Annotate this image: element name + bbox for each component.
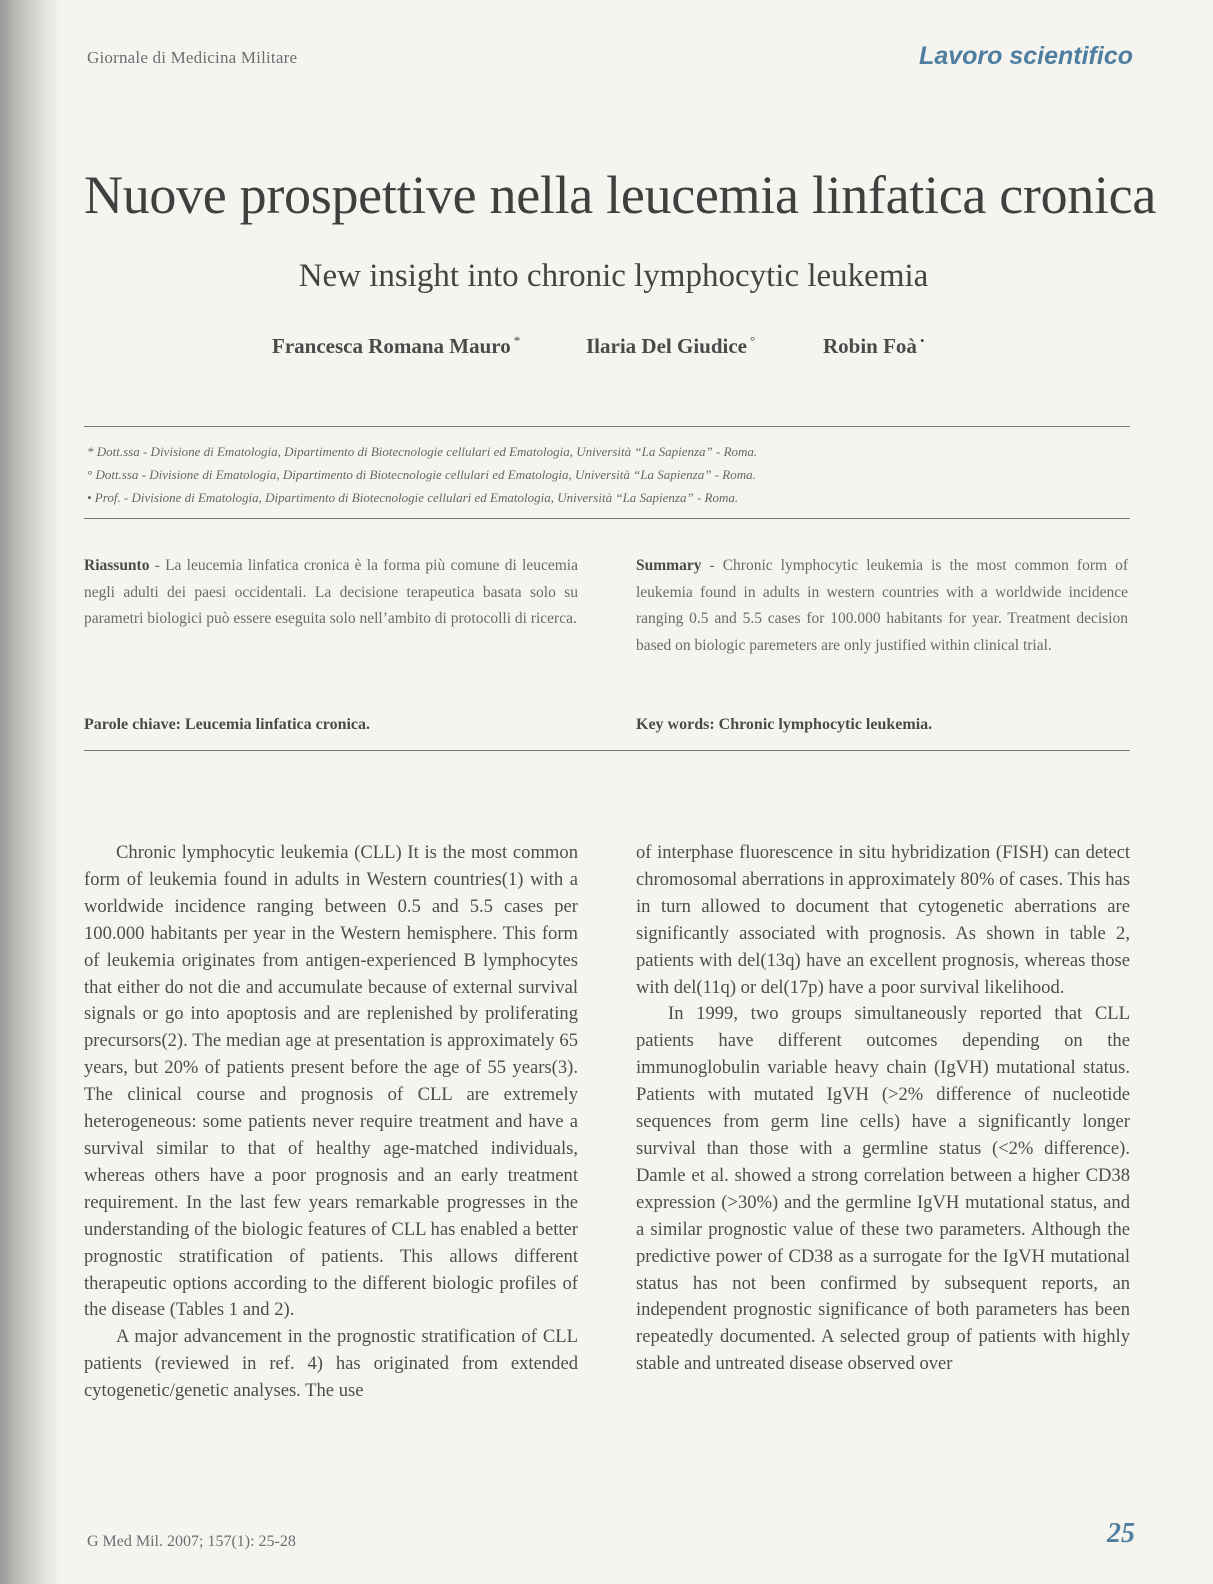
affiliation-line: ° Dott.ssa - Divisione di Ematologia, Dipartimento di Biotecnologie cellulari ed Ematologia, Università “La Sapienza” - Roma. xyxy=(87,467,756,482)
journal-name: Giornale di Medicina Militare xyxy=(87,48,298,67)
divider-keywords xyxy=(84,750,1130,751)
body-paragraph: In 1999, two groups simultaneously reported that CLL patients have different outcomes depending on the immunoglobulin variable heavy chain (IgVH) mutational status. Patients with mutated IgVH (>2% difference of nucleotide sequences from germ line cells) have a significantly longer survival than those with a germline status (<2% difference). Damle et al. showed a strong correlation between a higher CD38 expression (>30%) and the germline IgVH mutational status, and a similar prognostic value of these two parameters. Although the predictive power of CD38 as a surrogate for the IgVH mutational status has not been confirmed by subsequent reports, an independent prognostic significance of both parameters has been repeatedly documented. A selected group of patients with highly stable and untreated disease observed over xyxy=(636,1003,1130,1375)
abstract-label: Summary xyxy=(636,557,702,574)
body-column-right xyxy=(636,840,1130,1378)
page-spine-shadow xyxy=(0,0,62,1584)
keywords-english: Key words: Chronic lymphocytic leukemia. xyxy=(636,716,933,733)
body-paragraph: A major advancement in the prognostic stratification of CLL patients (reviewed in ref. 4) has originated from extended cytogenetic/genetic analyses. The use xyxy=(84,1326,578,1402)
affiliation-line: • Prof. - Divisione di Ematologia, Dipartimento di Biotecnologie cellulari ed Ematologia, Università “La Sapienza” - Roma. xyxy=(87,490,739,505)
author-3 xyxy=(823,333,925,359)
body-paragraph: Chronic lymphocytic leukemia (CLL) It is the most common form of leukemia found in adults in Western countries(1) with a worldwide incidence ranging between 0.5 and 5.5 cases per 100.000 habitants per year in the Western hemisphere. This form of leukemia originates from antigen-experienced B lymphocytes that either do not die and accumulate because of external survival signals or go into apoptosis and are replenished by proliferating precursors(2). The median age at presentation is approximately 65 years, but 20% of patients present before the age of 55 years(3). The clinical course and prognosis of CLL are extremely heterogeneous: some patients never require treatment and have a survival similar to that of healthy age-matched individuals, whereas others have a poor prognosis and an early treatment requirement. In the last few years remarkable progresses in the understanding of the biologic features of CLL has enabled a better prognostic stratification of patients. This allows different therapeutic options according to the different biologic profiles of the disease (Tables 1 and 2). xyxy=(84,842,578,1321)
citation-footer: G Med Mil. 2007; 157(1): 25-28 xyxy=(87,1533,296,1550)
abstract-text: - Chronic lymphocytic leukemia is the most common form of leukemia found in adults in western countries with a worldwide incidence ranging 0.5 and 5.5 cases for 100.000 habitants for year. Treatment decision based on biologic paremeters are only justified within clinical trial. xyxy=(636,557,1128,654)
affiliation-line: * Dott.ssa - Divisione di Ematologia, Dipartimento di Biotecnologie cellulari ed Ematologia, Università “La Sapienza” - Roma. xyxy=(87,444,758,459)
author-mark: * xyxy=(513,333,521,348)
abstract-italian xyxy=(84,553,578,633)
author-mark: ° xyxy=(750,333,756,348)
divider-top xyxy=(84,426,1130,427)
divider-affiliations xyxy=(84,518,1130,519)
author-name: Francesca Romana Mauro xyxy=(272,334,511,358)
abstract-english xyxy=(636,553,1128,659)
abstract-label: Riassunto xyxy=(84,557,150,574)
author-mark: • xyxy=(919,333,925,348)
author-name: Ilaria Del Giudice xyxy=(586,334,747,358)
section-label: Lavoro scientifico xyxy=(919,42,1133,70)
article-subtitle: New insight into chronic lymphocytic leukemia xyxy=(298,258,929,294)
author-2 xyxy=(586,333,755,359)
page-number: 25 xyxy=(1107,1518,1135,1549)
article-title: Nuove prospettive nella leucemia linfatica cronica xyxy=(84,165,1157,225)
keywords-italian: Parole chiave: Leucemia linfatica cronica. xyxy=(84,716,371,733)
body-column-left xyxy=(84,840,578,1405)
body-paragraph: of interphase fluorescence in situ hybridization (FISH) can detect chromosomal aberrations in approximately 80% of cases. This has in turn allowed to document that cytogenetic aberrations are significantly associated with prognosis. As shown in table 2, patients with del(13q) have an excellent prognosis, whereas those with del(11q) or del(17p) have a poor survival likelihood. xyxy=(636,842,1130,998)
affiliations xyxy=(87,440,1127,509)
author-1 xyxy=(272,333,520,359)
author-name: Robin Foà xyxy=(823,334,917,358)
abstract-text: - La leucemia linfatica cronica è la forma più comune di leucemia negli adulti dei paesi occidentali. La decisione terapeutica basata solo su parametri biologici può essere eseguita solo nell’ambito di protocolli di ricerca. xyxy=(84,557,578,627)
